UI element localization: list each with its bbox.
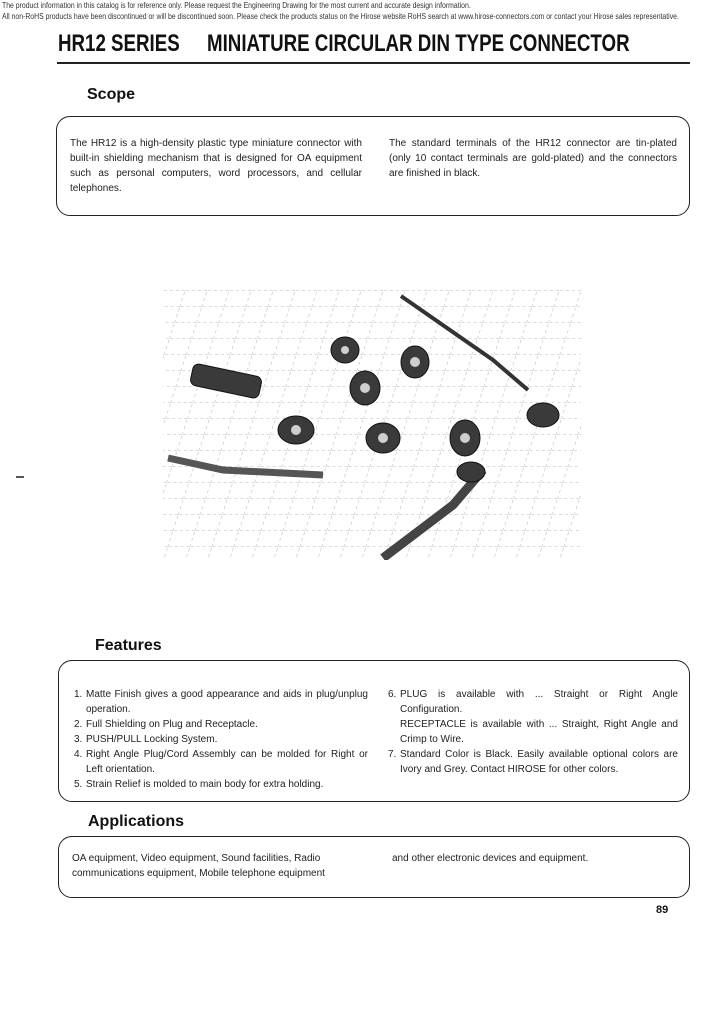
feature-item [388,687,678,717]
applications-right-text: and other electronic devices and equipment. [392,853,589,864]
grid-background [163,290,581,560]
feature-item [388,747,678,777]
feature-number: 2. [74,719,83,730]
scope-heading: Scope [87,86,136,103]
feature-text: Strain Relief is molded to main body for extra holding. [86,779,324,790]
disclaimer-line-1: The product information in this catalog is for reference only. Please request the Engineering Drawing for the most current and accurate design information. [2,1,471,10]
feature-number: 7. [388,749,397,760]
disclaimer [2,0,679,22]
scope-left-text: The HR12 is a high-density plastic type miniature connector with built-in shielding mechanism that is designed for OA equipment such as personal computers, word processors, and cellular telephones. [70,138,362,194]
disclaimer-line-2: All non-RoHS products have been discontinued or will be discontinued soon. Please check the products status on the Hirose website RoHS search at www.hirose-connectors.com or contact your Hirose sales representative. [2,12,679,21]
page-number: 89 [656,904,669,916]
page-title: MINIATURE CIRCULAR DIN TYPE CONNECTOR [207,30,630,57]
features-left-list [74,687,368,792]
feature-number: 3. [74,734,83,745]
feature-number: 5. [74,779,83,790]
feature-text: PUSH/PULL Locking System. [86,734,218,745]
feature-number: 1. [74,689,83,700]
feature-item [74,717,368,732]
header-rule [57,62,690,64]
feature-number: 4. [74,749,83,760]
feature-item [74,687,368,717]
feature-number: 6. [388,689,397,700]
feature-item [74,732,368,747]
product-photo [163,290,581,560]
features-heading: Features [95,637,162,654]
feature-text: Right Angle Plug/Cord Assembly can be molded for Right or Left orientation. [86,749,368,775]
applications-heading: Applications [88,813,185,830]
feature-text: Matte Finish gives a good appearance and aids in plug/unplug operation. [86,689,368,715]
feature-item [74,777,368,792]
scope-right-text: The standard terminals of the HR12 connector are tin-plated (only 10 contact terminals are gold-plated) and the connectors are finished in black. [389,138,677,179]
feature-item [388,717,678,747]
series-title: HR12 SERIES [58,30,180,57]
features-right-list [388,687,678,777]
feature-text: Full Shielding on Plug and Receptacle. [86,719,258,730]
feature-text: Standard Color is Black. Easily available optional colors are Ivory and Grey. Contact HIROSE for other colors. [400,749,678,775]
feature-text: RECEPTACLE is available with ... Straight, Right Angle and Crimp to Wire. [400,719,678,745]
applications-left-text: OA equipment, Video equipment, Sound facilities, Radio communications equipment, Mobile telephone equipment [72,853,325,879]
feature-item [74,747,368,777]
margin-mark [16,476,24,478]
feature-text: PLUG is available with ... Straight or Right Angle Configuration. [400,689,678,715]
